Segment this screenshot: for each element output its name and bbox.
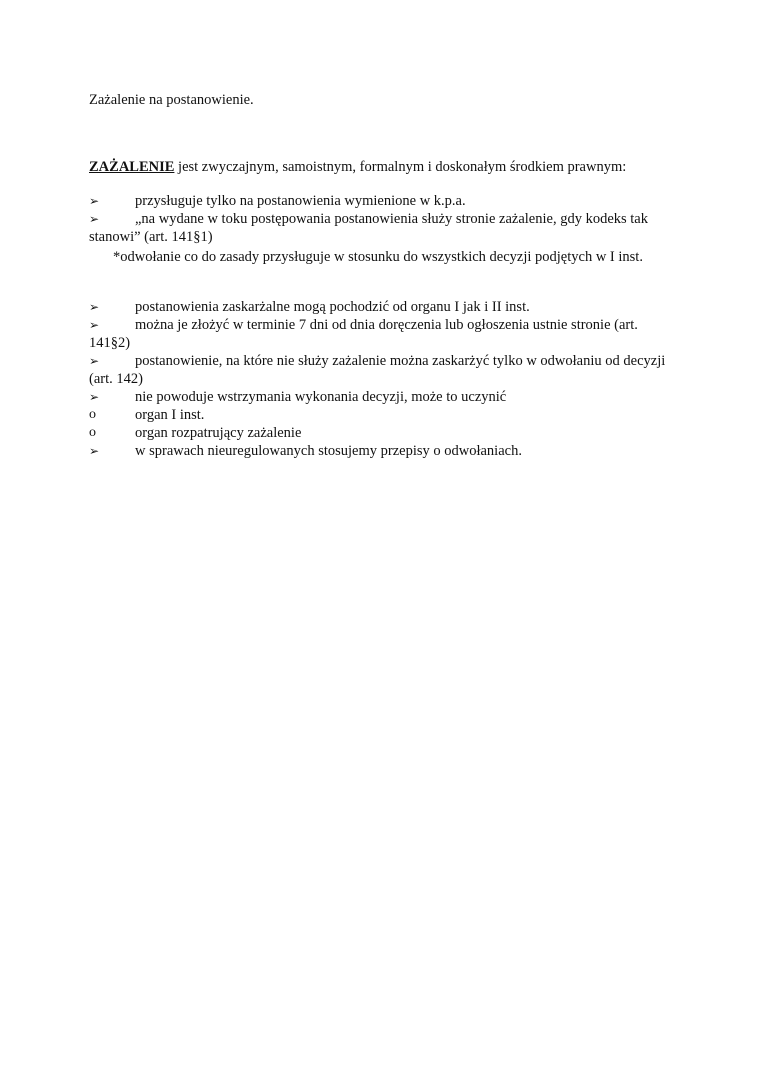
list-item bbox=[89, 298, 674, 316]
list-item bbox=[89, 424, 674, 442]
note-text: *odwołanie co do zasady przysługuje w stosunku do wszystkich decyzji podjętych w I inst. bbox=[113, 249, 643, 265]
list-item-text: przysługuje tylko na postanowienia wymienione w k.p.a. bbox=[135, 193, 466, 209]
list-item bbox=[89, 210, 674, 246]
list-item-text: nie powoduje wstrzymania wykonania decyzji, może to uczynić bbox=[135, 389, 507, 405]
list-item bbox=[89, 388, 674, 406]
list-item-text: postanowienia zaskarżalne mogą pochodzić od organu I jak i II inst. bbox=[135, 299, 530, 315]
document-heading bbox=[89, 91, 674, 109]
bullet-list-1 bbox=[89, 192, 674, 268]
arrow-bullet-icon: ➢ bbox=[89, 390, 100, 404]
list-item-text: można je złożyć w terminie 7 dni od dnia doręczenia lub ogłoszenia ustnie stronie (art. 141§2) bbox=[89, 317, 638, 351]
arrow-bullet-icon: ➢ bbox=[89, 444, 100, 458]
list-item-text: w sprawach nieuregulowanych stosujemy przepisy o odwołaniach. bbox=[135, 443, 522, 459]
arrow-bullet-icon: ➢ bbox=[89, 212, 100, 226]
list-item bbox=[89, 192, 674, 210]
list-item-text: organ I inst. bbox=[135, 407, 205, 423]
arrow-bullet-icon: ➢ bbox=[89, 318, 100, 332]
bullet-list-2 bbox=[89, 298, 674, 460]
intro-rest: jest zwyczajnym, samoistnym, formalnym i doskonałym środkiem prawnym: bbox=[174, 159, 627, 175]
list-item-text: „na wydane w toku postępowania postanowienia służy stronie zażalenie, gdy kodeks tak stanowi” (art. 141§1) bbox=[89, 211, 648, 245]
circle-bullet-icon: o bbox=[89, 425, 96, 440]
list-item bbox=[89, 406, 674, 424]
arrow-bullet-icon: ➢ bbox=[89, 354, 100, 368]
circle-bullet-icon: o bbox=[89, 407, 96, 422]
list-item bbox=[89, 442, 674, 460]
arrow-bullet-icon: ➢ bbox=[89, 300, 100, 314]
heading-text: Zażalenie na postanowienie. bbox=[89, 92, 254, 108]
intro-paragraph bbox=[89, 158, 674, 176]
list-item-text: organ rozpatrujący zażalenie bbox=[135, 425, 302, 441]
arrow-bullet-icon: ➢ bbox=[89, 194, 100, 208]
list-item bbox=[89, 316, 674, 352]
list-item-text: postanowienie, na które nie służy zażalenie można zaskarżyć tylko w odwołaniu od decyzji (art. 142) bbox=[89, 353, 666, 387]
intro-term: ZAŻALENIE bbox=[89, 159, 175, 175]
list-item bbox=[89, 352, 674, 388]
